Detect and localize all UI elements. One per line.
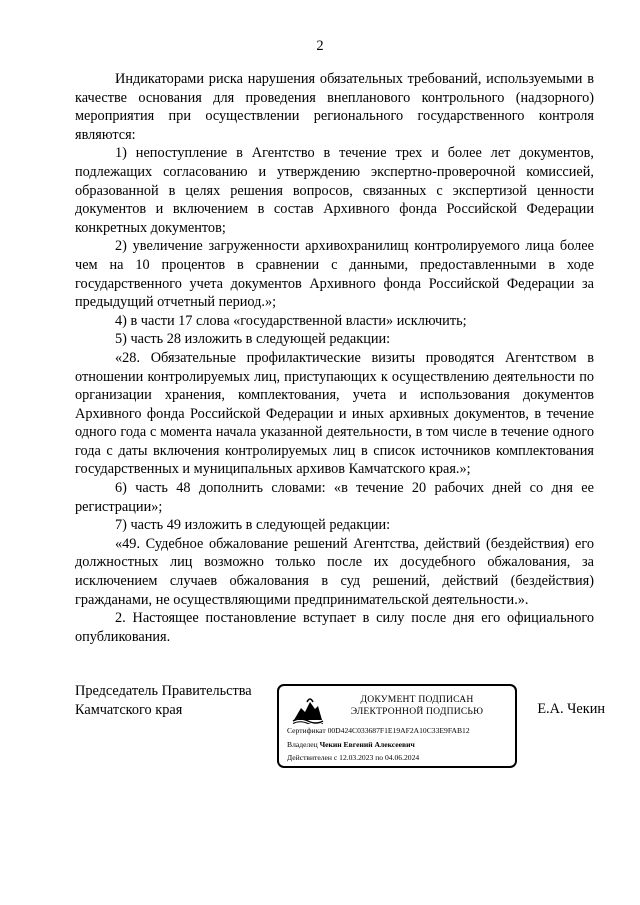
stamp-header bbox=[331, 694, 503, 717]
signatory-title-line-1: Председатель Правительства bbox=[75, 683, 252, 699]
kamchatka-emblem-icon bbox=[291, 694, 325, 724]
valid-from-label: Действителен с bbox=[287, 753, 338, 762]
owner-value: Чекин Евгений Алексеевич bbox=[319, 740, 415, 749]
paragraph-item-7: 7) часть 49 изложить в следующей редакции: bbox=[115, 517, 391, 534]
stamp-header-line-2: ЭЛЕКТРОННОЙ ПОДПИСЬЮ bbox=[350, 705, 484, 717]
valid-to-label: по bbox=[375, 753, 384, 762]
signature-block bbox=[75, 682, 605, 782]
paragraph-item-6: 6) часть 48 дополнить словами: «в течение 20 рабочих дней со дня ее регистрации»; bbox=[75, 480, 594, 515]
signatory-title bbox=[75, 682, 252, 719]
paragraph-item-1: 1) непоступление в Агентство в течение трех и более лет документов, подлежащих согласованию и утверждению экспертно-проверочной комиссией, образованной в целях решения вопросов, связанных с экспертизой ценности документов и включением в состав Архивного фонда Российской Федерации конкретных документов; bbox=[75, 145, 594, 236]
stamp-certificate bbox=[287, 726, 470, 735]
paragraph-part-28: «28. Обязательные профилактические визиты проводятся Агентством в отношении контролируемых лиц, приступающих к осуществлению деятельности по организации хранения, комплектования, учета и использования документов Архивного фонда Российской Федерации и иных архивных документов, в течение одного года с момента начала указанной деятельности, в том числе в течение одного года с даты включения контролируемых лиц в список источников комплектования государственных и муниципальных архивов Камчатского края.»; bbox=[75, 349, 594, 478]
stamp-owner bbox=[287, 740, 415, 749]
certificate-value: 00D424C033687F1E19AF2A10C33E9FAB12 bbox=[327, 726, 470, 735]
paragraph-risk-indicators: Индикаторами риска нарушения обязательных требований, используемыми в качестве основания для проведения внепланового контрольного (надзорного) мероприятия при осуществлении регионального государственного контроля являются: bbox=[75, 71, 594, 143]
paragraph-item-4: 4) в части 17 слова «государственной власти» исключить; bbox=[115, 312, 467, 329]
certificate-label: Сертификат bbox=[287, 726, 326, 735]
paragraph-entry-into-force: 2. Настоящее постановление вступает в силу после дня его официального опубликования. bbox=[75, 610, 594, 645]
page-number: 2 bbox=[316, 38, 324, 54]
stamp-validity bbox=[287, 753, 419, 762]
stamp-header-line-1: ДОКУМЕНТ ПОДПИСАН bbox=[360, 694, 474, 705]
valid-from-value: 12.03.2023 bbox=[339, 753, 374, 762]
document-body bbox=[75, 70, 594, 646]
valid-to-value: 04.06.2024 bbox=[385, 753, 420, 762]
signatory-name: Е.А. Чекин bbox=[537, 701, 605, 717]
paragraph-item-5: 5) часть 28 изложить в следующей редакции: bbox=[115, 331, 391, 348]
electronic-signature-stamp bbox=[277, 684, 517, 768]
paragraph-item-2: 2) увеличение загруженности архивохранилищ контролируемого лица более чем на 10 процентов в сравнении с данными, предоставленными в ходе государственного учета документов Архивного фонда Российской Федерации за предыдущий отчетный период.»; bbox=[75, 238, 594, 311]
signatory-title-line-2: Камчатского края bbox=[75, 701, 183, 718]
owner-label: Владелец bbox=[287, 740, 318, 749]
paragraph-part-49: «49. Судебное обжалование решений Агентства, действий (бездействия) его должностных лиц возможно только после их досудебного обжалования, за исключением случаев обжалования в суд решений, действий (бездействия) гражданами, не осуществляющими предпринимательской деятельности.». bbox=[75, 535, 594, 608]
